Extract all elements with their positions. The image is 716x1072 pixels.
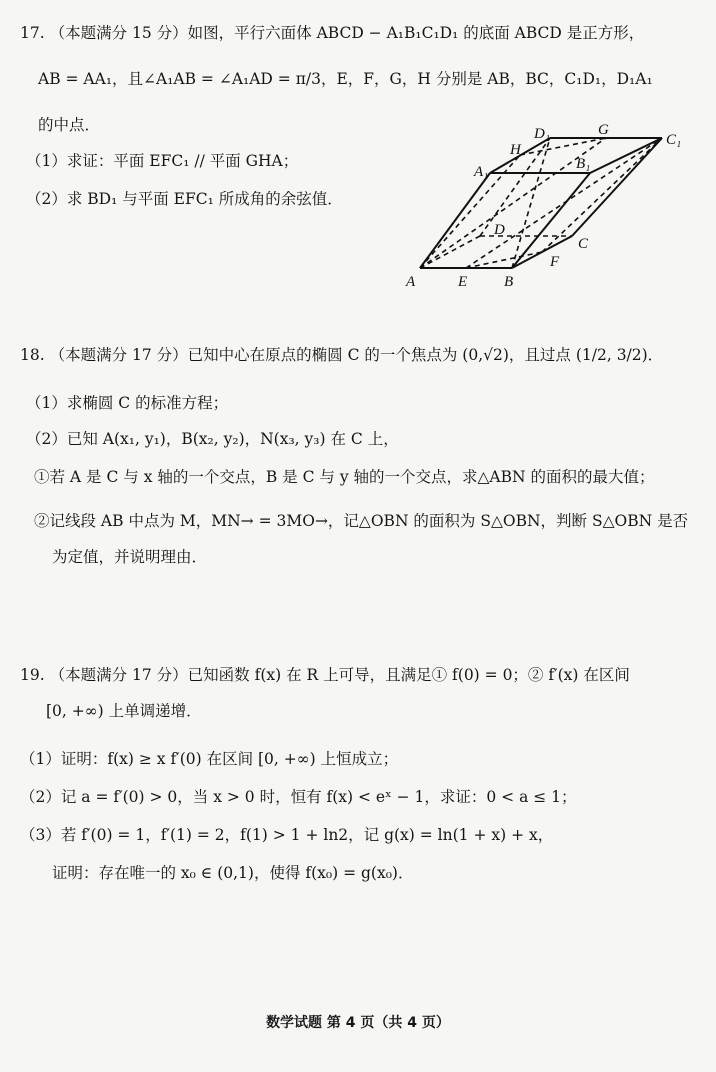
- edge-c1b1: [590, 138, 662, 173]
- page-footer: 数学试题 第 4 页（共 4 页）: [266, 1015, 450, 1031]
- q18-part2: （2）已知 A(x₁, y₁)，B(x₂, y₂)，N(x₃, y₃) 在 C 上，: [26, 430, 399, 448]
- line-ah: [420, 155, 520, 268]
- edge-aa1: [420, 173, 490, 268]
- q17-line1: 17. （本题满分 15 分）如图，平行六面体 ABCD − A₁B₁C₁D₁ 的底面 ABCD 是正方形，: [20, 24, 645, 42]
- label-f: F: [550, 254, 560, 270]
- label-d: D: [494, 222, 505, 238]
- label-d1: D₁: [534, 126, 551, 142]
- label-g: G: [598, 122, 609, 138]
- q18-part1: （1）求椭圆 C 的标准方程；: [26, 394, 229, 412]
- label-a: A: [406, 274, 416, 290]
- q18-line1: 18. （本题满分 17 分）已知中心在原点的椭圆 C 的一个焦点为 (0,√2)，且过点 (1/2, 3/2)．: [20, 346, 664, 364]
- label-a1: A₁: [474, 164, 489, 180]
- label-c1: C₁: [666, 132, 682, 148]
- edge-ad-hidden: [420, 236, 480, 268]
- q19-part3: （3）若 f′(0) = 1，f′(1) = 2，f(1) > 1 + ln2，记 g(x) = ln(1 + x) + x，: [20, 826, 554, 844]
- parallelepiped-figure: [400, 118, 700, 298]
- q19-line1: 19. （本题满分 17 分）已知函数 f(x) 在 R 上可导，且满足① f(0) = 0；② f′(x) 在区间: [20, 666, 630, 684]
- q19-line2: [0, +∞) 上单调递增．: [46, 702, 202, 720]
- label-b: B: [504, 274, 514, 290]
- label-b1: B₁: [576, 156, 591, 172]
- label-c: C: [578, 236, 589, 252]
- label-h: H: [510, 142, 521, 158]
- q17-part2: （2）求 BD₁ 与平面 EFC₁ 所成角的余弦值．: [26, 190, 343, 208]
- q18-sub2-cont: 为定值，并说明理由．: [52, 548, 208, 566]
- q19-part3-cont: 证明：存在唯一的 x₀ ∈ (0,1)，使得 f(x₀) = g(x₀)．: [52, 864, 414, 882]
- q18-sub2: ②记线段 AB 中点为 M，MN→ = 3MO→，记△OBN 的面积为 S△OBN，判断 S△OBN 是否: [34, 512, 689, 530]
- q19-part2: （2）记 a = f′(0) > 0，当 x > 0 时，恒有 f(x) < eˣ − 1，求证：0 < a ≤ 1；: [20, 788, 577, 806]
- label-e: E: [458, 274, 468, 290]
- q19-part1: （1）证明：f(x) ≥ x f′(0) 在区间 [0, +∞) 上恒成立；: [20, 750, 399, 768]
- line-ec1: [466, 138, 662, 268]
- q18-sub1: ①若 A 是 C 与 x 轴的一个交点，B 是 C 与 y 轴的一个交点，求△ABN 的面积的最大值；: [34, 468, 655, 486]
- q17-line3: 的中点．: [38, 116, 101, 134]
- q17-line2: AB = AA₁，且∠A₁AB = ∠A₁AD = π/3，E，F，G，H 分别是 AB，BC，C₁D₁，D₁A₁: [38, 70, 653, 88]
- q17-part1: （1）求证：平面 EFC₁ // 平面 GHA；: [26, 152, 299, 170]
- line-fc1: [542, 138, 662, 252]
